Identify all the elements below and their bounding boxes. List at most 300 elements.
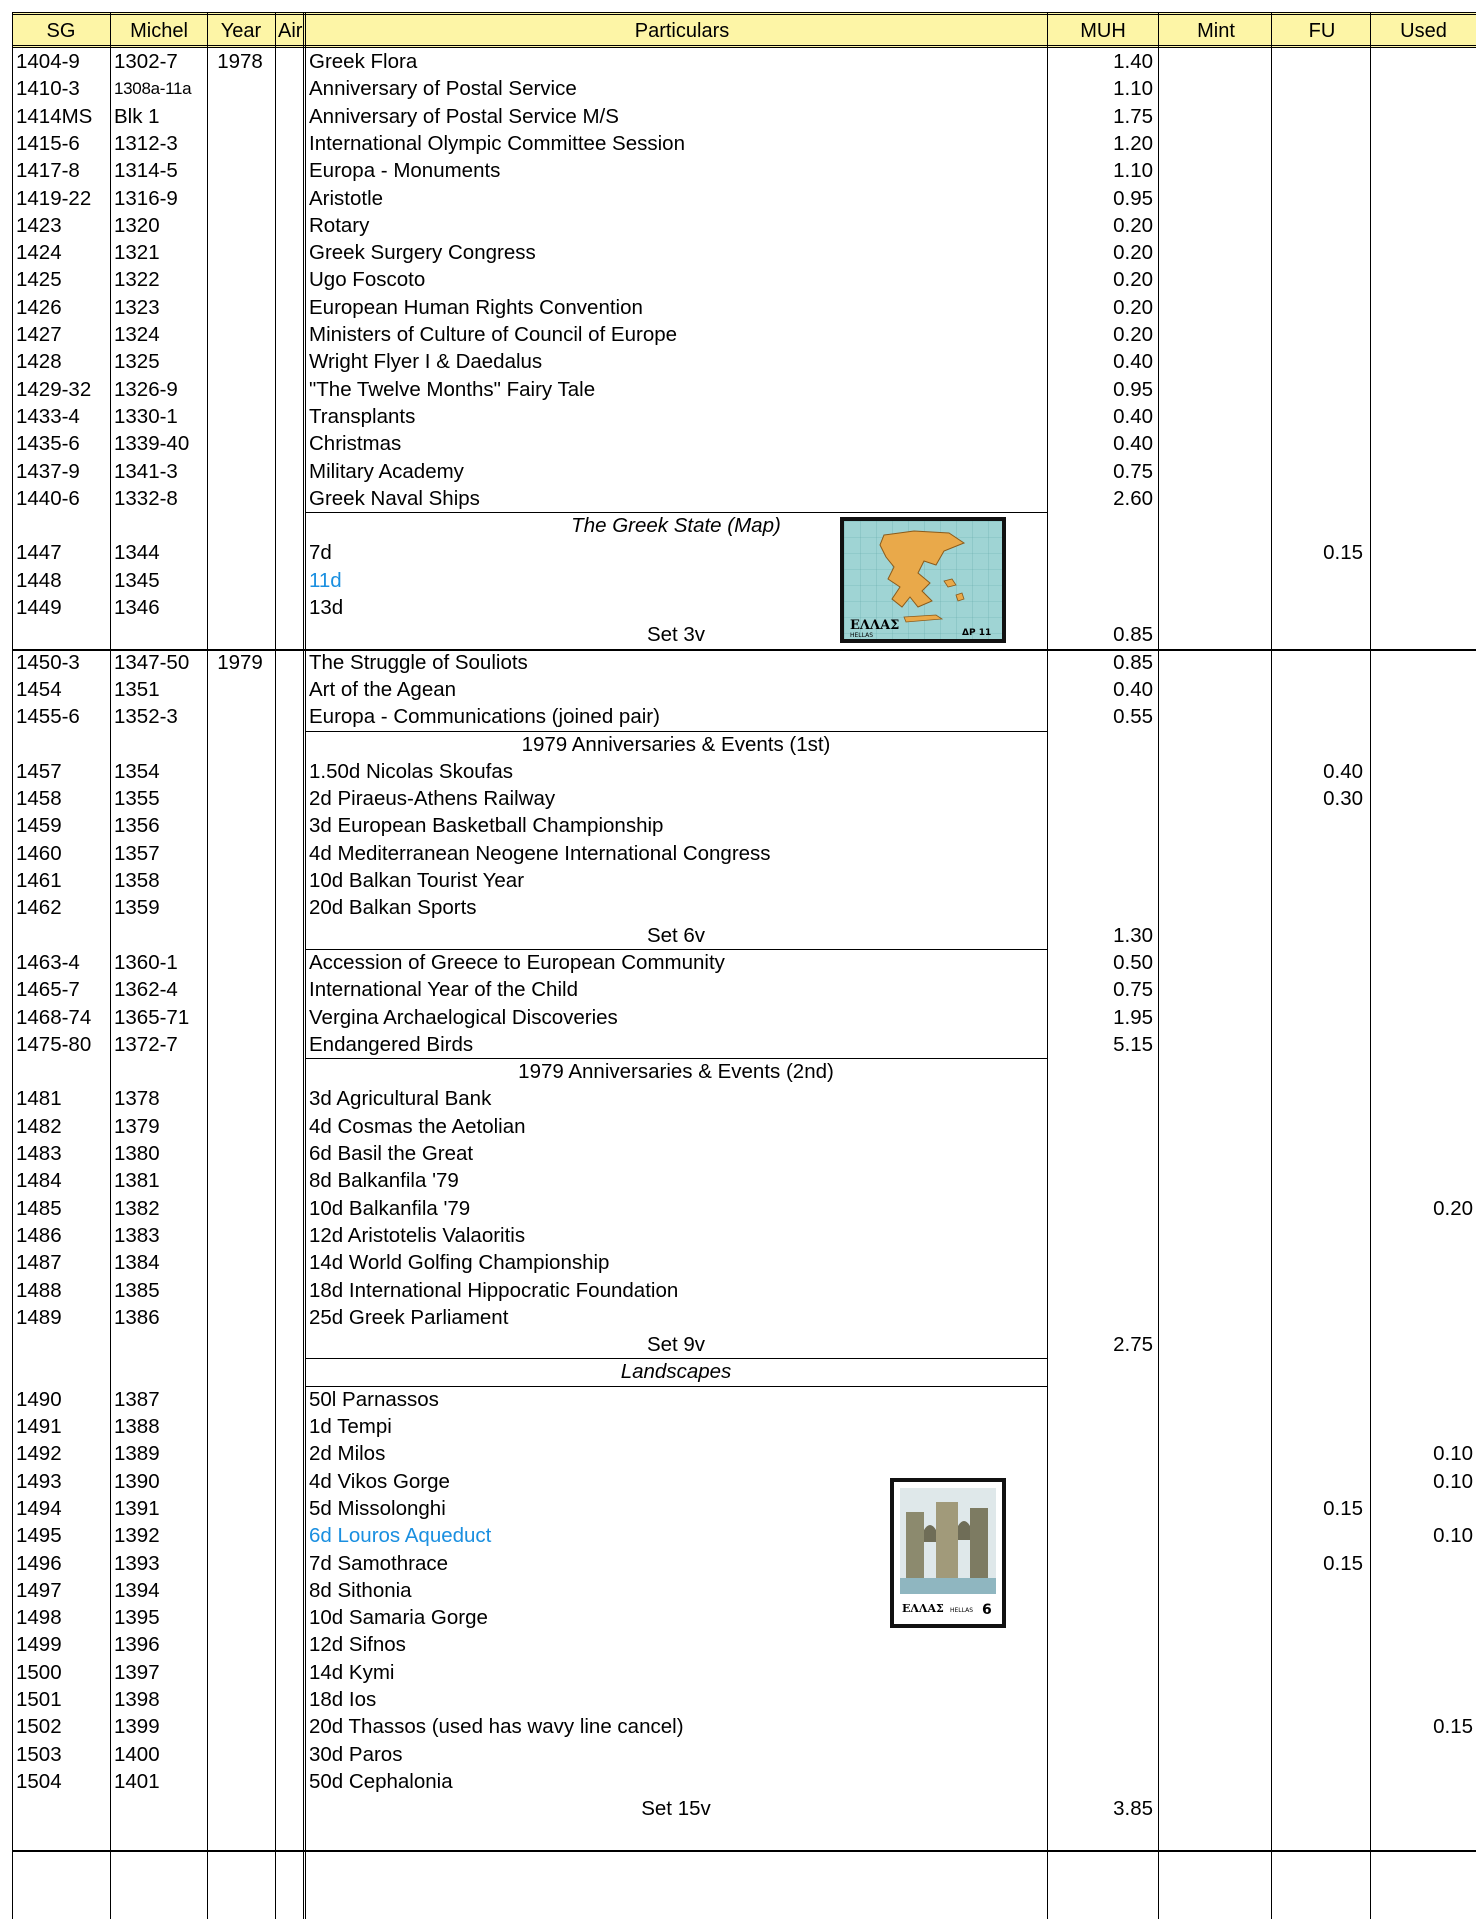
table-row [0,703,1476,730]
table-row [0,1713,1476,1740]
used-price: 0.10 [1433,1442,1473,1466]
sg-number: 1494 [16,1496,62,1520]
sg-number: 1487 [16,1251,62,1275]
particulars-text: Anniversary of Postal Service [309,77,577,101]
table-row [0,485,1476,512]
michel-number: 1355 [114,787,160,811]
used-price: 0.10 [1433,1524,1473,1548]
particulars-text: 18d International Hippocratic Foundation [309,1278,679,1302]
table-row [0,1631,1476,1658]
row-divider [306,731,1047,732]
muh-price: 1.30 [1113,923,1153,947]
table-row [0,212,1476,239]
row-divider [306,1058,1047,1059]
table-row [0,294,1476,321]
michel-number: 1358 [114,869,160,892]
sg-number: 1429-32 [16,377,92,401]
sg-number: 1483 [16,1142,62,1165]
muh-price: 0.40 [1113,350,1153,374]
particulars-text: 6d Louros Aqueduct [309,1524,492,1548]
michel-number: 1372-7 [114,1032,178,1056]
particulars-text: Greek Surgery Congress [309,241,536,265]
muh-price: 3.85 [1113,1797,1153,1821]
table-row [0,1413,1476,1440]
table-row [0,731,1476,758]
section-divider [12,649,1476,651]
particulars-text: Military Academy [309,459,464,483]
muh-price: 2.60 [1113,486,1153,510]
header-fu: FU [1308,20,1336,42]
particulars-text: 8d Balkanfila '79 [309,1169,459,1193]
muh-price: 1.95 [1113,1005,1153,1029]
header-michel: Michel [130,20,188,42]
sg-number: 1415-6 [16,131,80,155]
particulars-text: 10d Samaria Gorge [309,1606,488,1630]
particulars-text: 50l Parnassos [309,1387,439,1411]
table-row [0,594,1476,621]
michel-number: 1302-7 [114,50,178,73]
table-row [0,1795,1476,1822]
muh-price: 1.10 [1113,159,1153,183]
table-row [0,840,1476,867]
michel-number: 1316-9 [114,186,178,210]
table-row [0,1386,1476,1413]
michel-number: 1388 [114,1415,160,1438]
sg-number: 1499 [16,1633,62,1657]
particulars-text: 2d Milos [309,1442,386,1466]
table-row [0,48,1476,75]
sg-number: 1450-3 [16,650,80,674]
header-muh: MUH [1080,20,1126,42]
table-row [0,1331,1476,1358]
table-row [0,785,1476,812]
table-row [0,1304,1476,1331]
particulars-text: 7d Samothrace [309,1551,449,1575]
michel-number: 1339-40 [114,432,190,456]
sg-number: 1435-6 [16,432,80,456]
table-row [0,130,1476,157]
particulars-text: 50d Cephalonia [309,1769,453,1793]
michel-number: 1357 [114,841,160,865]
map-stamp-image [840,517,1006,643]
year-value: 1979 [217,650,263,674]
table-row [0,458,1476,485]
muh-price: 0.40 [1113,404,1153,428]
sg-number: 1492 [16,1442,62,1466]
michel-number: 1365-71 [114,1005,190,1029]
table-row [0,1004,1476,1031]
sg-number: 1468-74 [16,1005,92,1029]
michel-number: 1322 [114,268,160,292]
sg-number: 1417-8 [16,159,80,183]
particulars-text: Set 15v [641,1797,711,1821]
sg-number: 1449 [16,596,62,619]
table-row [0,1222,1476,1249]
table-row [0,1604,1476,1631]
michel-number: 1326-9 [114,377,178,401]
michel-number: 1379 [114,1114,160,1138]
table-row [0,1522,1476,1549]
michel-number: 1321 [114,241,160,265]
muh-price: 0.95 [1113,186,1153,210]
michel-number: 1341-3 [114,459,178,483]
table-row [0,1277,1476,1304]
table-row [0,75,1476,102]
muh-price: 0.85 [1113,650,1153,674]
sg-number: 1448 [16,568,62,592]
michel-number: 1360-1 [114,950,178,974]
sg-number: 1501 [16,1688,62,1711]
sg-number: 1462 [16,896,62,920]
muh-price: 0.20 [1113,213,1153,237]
table-row [0,1085,1476,1112]
michel-number: 1332-8 [114,486,178,510]
michel-number: 1398 [114,1688,160,1711]
sg-number: 1504 [16,1769,62,1793]
used-price: 0.15 [1433,1715,1473,1739]
particulars-text: 25d Greek Parliament [309,1305,509,1329]
table-row [0,1031,1476,1058]
sg-number: 1495 [16,1524,62,1548]
sg-number: 1502 [16,1715,62,1739]
muh-price: 0.85 [1113,623,1153,647]
particulars-text: 12d Sifnos [309,1633,406,1657]
table-row [0,103,1476,130]
table-row [0,621,1476,648]
particulars-text: 4d Mediterranean Neogene International Congress [309,841,771,865]
muh-price: 1.10 [1113,77,1153,101]
michel-number: 1359 [114,896,160,920]
row-divider [306,949,1047,950]
sg-number: 1486 [16,1223,62,1247]
aqueduct-stamp-caption: ΕΛΛΑΣ [902,1602,944,1615]
sg-number: 1458 [16,787,62,811]
table-row [0,157,1476,184]
sg-number: 1496 [16,1551,62,1575]
table-row [0,1550,1476,1577]
sg-number: 1427 [16,323,62,346]
particulars-text: The Greek State (Map) [571,514,781,538]
aqueduct-icon [894,1482,1002,1624]
particulars-text: European Human Rights Convention [309,295,643,319]
particulars-text: 4d Vikos Gorge [309,1469,450,1493]
particulars-text: Accession of Greece to European Community [309,950,725,974]
particulars-text: 1979 Anniversaries & Events (1st) [521,732,831,756]
sg-number: 1404-9 [16,50,80,73]
greece-map-icon [844,521,1002,639]
table-row [0,976,1476,1003]
sg-number: 1455-6 [16,705,80,729]
header-particulars: Particulars [634,20,730,42]
michel-number: 1345 [114,568,160,592]
particulars-text: Set 6v [646,923,706,947]
table-row [0,1495,1476,1522]
michel-number: 1385 [114,1278,160,1302]
michel-number: 1330-1 [114,404,178,428]
michel-number: 1386 [114,1305,160,1329]
table-row [0,266,1476,293]
michel-number: 1380 [114,1142,160,1165]
particulars-text: 13d [309,596,344,619]
fu-price: 0.15 [1323,1496,1363,1520]
particulars-text: Greek Flora [309,50,418,73]
michel-number: 1308a-11a [114,79,192,99]
michel-number: 1354 [114,759,160,783]
michel-number: 1399 [114,1715,160,1739]
sg-number: 1482 [16,1114,62,1138]
table-row [0,321,1476,348]
sg-number: 1461 [16,869,62,892]
sg-number: 1475-80 [16,1032,92,1056]
table-row [0,1741,1476,1768]
michel-number: 1381 [114,1169,160,1193]
table-row [0,1058,1476,1085]
michel-number: 1389 [114,1442,160,1466]
sg-number: 1465-7 [16,978,80,1002]
table-row [0,1659,1476,1686]
particulars-text: 20d Balkan Sports [309,896,477,920]
sg-number: 1498 [16,1606,62,1630]
particulars-text: 14d Kymi [309,1660,395,1684]
particulars-text: "The Twelve Months" Fairy Tale [309,377,596,401]
particulars-text: 14d World Golfing Championship [309,1251,610,1275]
sg-number: 1457 [16,759,62,783]
michel-number: 1401 [114,1769,160,1793]
michel-number: Blk 1 [114,104,160,128]
table-row [0,758,1476,785]
michel-number: 1325 [114,350,160,374]
muh-price: 0.55 [1113,705,1153,729]
table-row [0,567,1476,594]
michel-number: 1396 [114,1633,160,1657]
sg-number: 1497 [16,1578,62,1602]
table-row [0,1140,1476,1167]
table-row [0,1468,1476,1495]
particulars-text: Endangered Birds [309,1032,474,1056]
particulars-text: Anniversary of Postal Service M/S [309,104,619,128]
particulars-text: Ugo Foscoto [309,268,426,292]
muh-price: 1.40 [1113,50,1153,73]
map-stamp-caption: ΕΛΛΑΣ [850,618,900,633]
sg-number: 1437-9 [16,459,80,483]
table-row [0,185,1476,212]
table-row [0,894,1476,921]
particulars-text: Aristotle [309,186,384,210]
used-price: 0.10 [1433,1469,1473,1493]
table-header [12,12,1476,48]
sg-number: 1423 [16,213,62,237]
sg-number: 1410-3 [16,77,80,101]
particulars-text: 10d Balkanfila '79 [309,1196,471,1220]
table-row [0,676,1476,703]
particulars-text: The Struggle of Souliots [309,650,528,674]
michel-number: 1382 [114,1196,160,1220]
muh-price: 0.40 [1113,677,1153,701]
particulars-text: Vergina Archaelogical Discoveries [309,1005,618,1029]
michel-number: 1400 [114,1742,160,1766]
michel-number: 1378 [114,1087,160,1111]
particulars-text: 2d Piraeus-Athens Railway [309,787,556,811]
particulars-text: Art of the Agean [309,677,457,701]
table-row [0,1249,1476,1276]
michel-number: 1395 [114,1606,160,1630]
michel-number: 1347-50 [114,650,190,674]
sg-number: 1426 [16,295,62,319]
particulars-text: International Year of the Child [309,978,578,1002]
sg-number: 1447 [16,541,62,565]
sg-number: 1463-4 [16,950,80,974]
particulars-text: Ministers of Culture of Council of Europe [309,323,678,346]
sg-number: 1490 [16,1387,62,1411]
michel-number: 1397 [114,1660,160,1684]
michel-number: 1312-3 [114,131,178,155]
table-row [0,1577,1476,1604]
table-row [0,812,1476,839]
section-divider [12,1850,1476,1852]
table-row [0,403,1476,430]
sg-number: 1428 [16,350,62,374]
muh-price: 2.75 [1113,1333,1153,1357]
particulars-text: 1.50d Nicolas Skoufas [309,759,513,783]
michel-number: 1346 [114,596,160,619]
muh-price: 1.75 [1113,104,1153,128]
header-mint: Mint [1197,20,1235,42]
michel-number: 1390 [114,1469,160,1493]
michel-number: 1351 [114,677,160,701]
michel-number: 1324 [114,323,160,346]
particulars-text: Greek Naval Ships [309,486,480,510]
sg-number: 1489 [16,1305,62,1329]
particulars-text: 3d European Basketball Championship [309,814,664,838]
table-row [0,239,1476,266]
particulars-text: Wright Flyer I & Daedalus [309,350,543,374]
michel-number: 1352-3 [114,705,178,729]
used-price: 0.20 [1433,1196,1473,1220]
muh-price: 0.75 [1113,978,1153,1002]
michel-number: 1383 [114,1223,160,1247]
table-row [0,867,1476,894]
sg-number: 1460 [16,841,62,865]
fu-price: 0.15 [1323,1551,1363,1575]
map-stamp-value: ΔΡ 11 [962,628,992,638]
particulars-text: 1979 Anniversaries & Events (2nd) [518,1060,834,1084]
sg-number: 1419-22 [16,186,92,210]
table-row [0,512,1476,539]
sg-number: 1424 [16,241,62,265]
table-row [0,1167,1476,1194]
particulars-text: 4d Cosmas the Aetolian [309,1114,526,1138]
particulars-text: 1d Tempi [309,1415,392,1438]
sg-number: 1484 [16,1169,62,1193]
particulars-text: 3d Agricultural Bank [309,1087,492,1111]
muh-price: 0.95 [1113,377,1153,401]
michel-number: 1384 [114,1251,160,1275]
fu-price: 0.40 [1323,759,1363,783]
table-row [0,1195,1476,1222]
particulars-text: 11d [309,568,342,592]
sg-number: 1425 [16,268,62,292]
michel-number: 1391 [114,1496,160,1520]
table-row [0,348,1476,375]
michel-number: 1394 [114,1578,160,1602]
particulars-text: 5d Missolonghi [309,1496,446,1520]
muh-price: 0.75 [1113,459,1153,483]
table-row [0,1113,1476,1140]
row-divider [306,1358,1047,1359]
sg-number: 1503 [16,1742,62,1766]
particulars-text: 30d Paros [309,1742,403,1766]
particulars-text: 18d Ios [309,1688,377,1711]
row-divider [306,1386,1047,1387]
aqueduct-stamp-sub: HELLAS [950,1607,974,1614]
row-divider [306,512,1047,513]
michel-number: 1344 [114,541,160,565]
muh-price: 0.20 [1113,295,1153,319]
sg-number: 1491 [16,1415,62,1438]
muh-price: 0.20 [1113,268,1153,292]
particulars-text: Christmas [309,432,402,456]
muh-price: 0.20 [1113,241,1153,265]
year-value: 1978 [217,50,263,73]
michel-number: 1320 [114,213,160,237]
michel-number: 1362-4 [114,978,178,1002]
muh-price: 1.20 [1113,131,1153,155]
table-row [0,1358,1476,1385]
sg-number: 1481 [16,1087,62,1111]
sg-number: 1488 [16,1278,62,1302]
muh-price: 0.40 [1113,432,1153,456]
muh-price: 5.15 [1113,1032,1153,1056]
sg-number: 1454 [16,677,62,701]
header-year: Year [220,20,262,42]
particulars-text: Europa - Communications (joined pair) [309,705,660,729]
table-row [0,1768,1476,1795]
sg-number: 1493 [16,1469,62,1493]
table-row [0,430,1476,457]
particulars-text: Europa - Monuments [309,159,501,183]
particulars-text: Rotary [309,213,370,237]
header-sg: SG [46,20,76,42]
particulars-text: 7d [309,541,332,565]
table-row [0,649,1476,676]
table-row [0,949,1476,976]
particulars-text: Set 3v [646,623,706,647]
particulars-text: 20d Thassos (used has wavy line cancel) [309,1715,684,1739]
michel-number: 1393 [114,1551,160,1575]
particulars-text: Transplants [309,404,416,428]
particulars-text: Set 9v [646,1333,706,1357]
sg-number: 1500 [16,1660,62,1684]
michel-number: 1323 [114,295,160,319]
aqueduct-stamp-image [890,1478,1006,1628]
sg-number: 1459 [16,814,62,838]
michel-number: 1314-5 [114,159,178,183]
header-used: Used [1400,20,1447,42]
muh-price: 0.50 [1113,950,1153,974]
particulars-text: 6d Basil the Great [309,1142,474,1165]
particulars-text: 10d Balkan Tourist Year [309,869,525,892]
muh-price: 0.20 [1113,323,1153,346]
sg-number: 1414MS [16,104,93,128]
michel-number: 1356 [114,814,160,838]
particulars-text: 12d Aristotelis Valaoritis [309,1223,526,1247]
aqueduct-stamp-value: 6 [982,1602,992,1618]
particulars-text: International Olympic Committee Session [309,131,685,155]
table-row [0,539,1476,566]
sg-number: 1433-4 [16,404,80,428]
fu-price: 0.15 [1323,541,1363,565]
table-row [0,1440,1476,1467]
